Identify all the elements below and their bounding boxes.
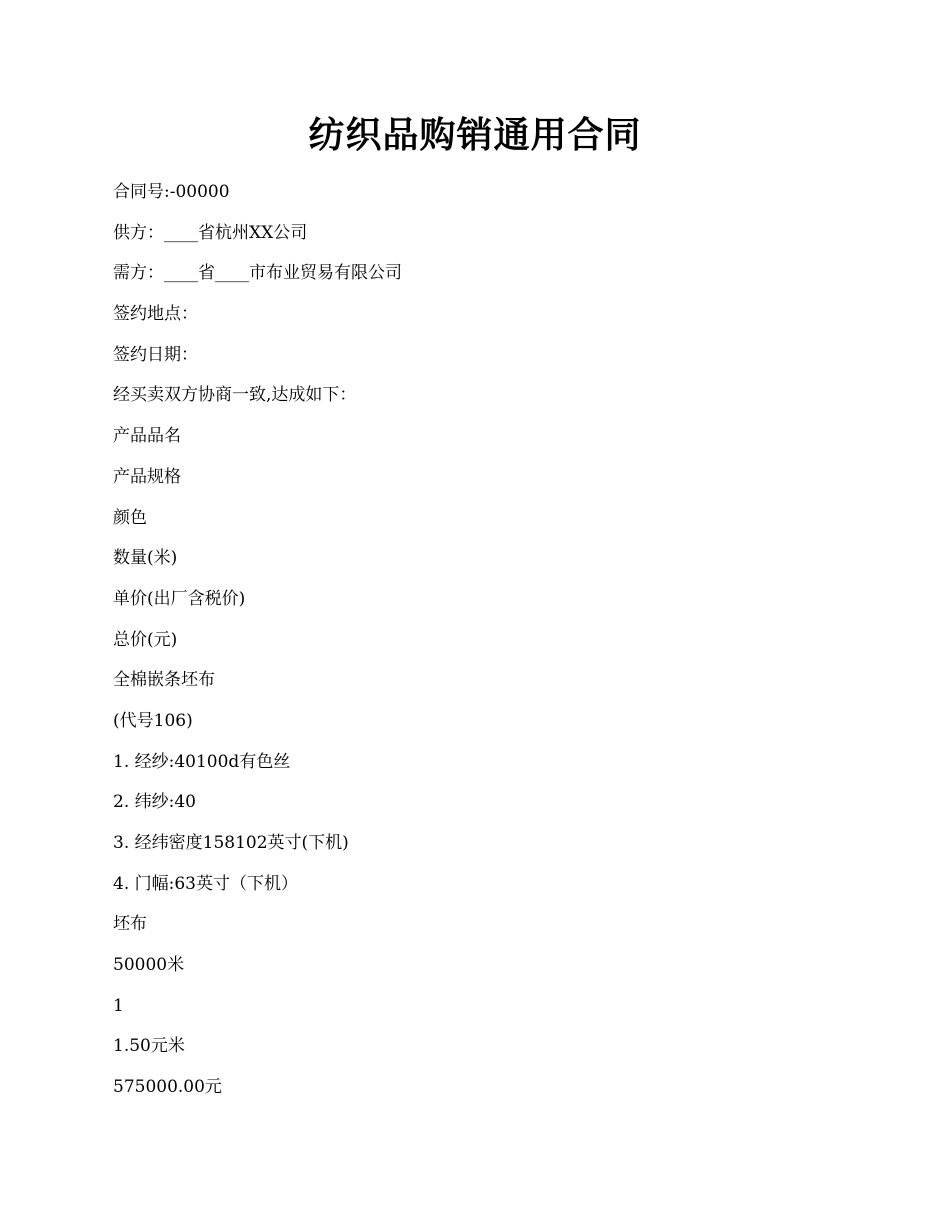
color-header: 颜色: [113, 507, 147, 528]
spec-density: 3. 经纬密度158102英寸(下机): [113, 833, 349, 853]
agreement-intro: 经买卖双方协商一致,达成如下：: [113, 385, 357, 406]
quantity-header: 数量(米): [113, 548, 178, 569]
buyer-line: 需方：____省____市布业贸易有限公司: [113, 263, 402, 284]
contract-number: 合同号:-00000: [113, 182, 230, 202]
line-value: 1: [113, 995, 124, 1016]
product-name: 全棉嵌条坯布: [113, 670, 215, 691]
product-spec-header: 产品规格: [113, 466, 181, 487]
product-code: (代号106): [113, 710, 193, 731]
signing-place: 签约地点：: [113, 304, 198, 325]
unit-price-header: 单价(出厂含税价): [113, 588, 246, 609]
product-name-header: 产品品名: [113, 426, 181, 447]
supplier-line: 供方：____省杭州XX公司: [113, 222, 308, 243]
product-quantity: 50000米: [113, 955, 185, 976]
spec-weft-yarn: 2. 纬纱:40: [113, 792, 196, 813]
product-unit-price: 1.50元米: [113, 1036, 185, 1057]
spec-warp-yarn: 1. 经纱:40100d有色丝: [113, 751, 291, 772]
product-color: 坯布: [113, 914, 147, 935]
spec-width: 4. 门幅:63英寸（下机）: [113, 873, 298, 894]
document-title: 纺织品购销通用合同: [308, 114, 642, 156]
contract-body: [113, 176, 833, 1112]
total-price-header: 总价(元): [113, 629, 178, 650]
signing-date: 签约日期：: [113, 344, 198, 365]
product-total-price: 575000.00元: [113, 1077, 222, 1098]
